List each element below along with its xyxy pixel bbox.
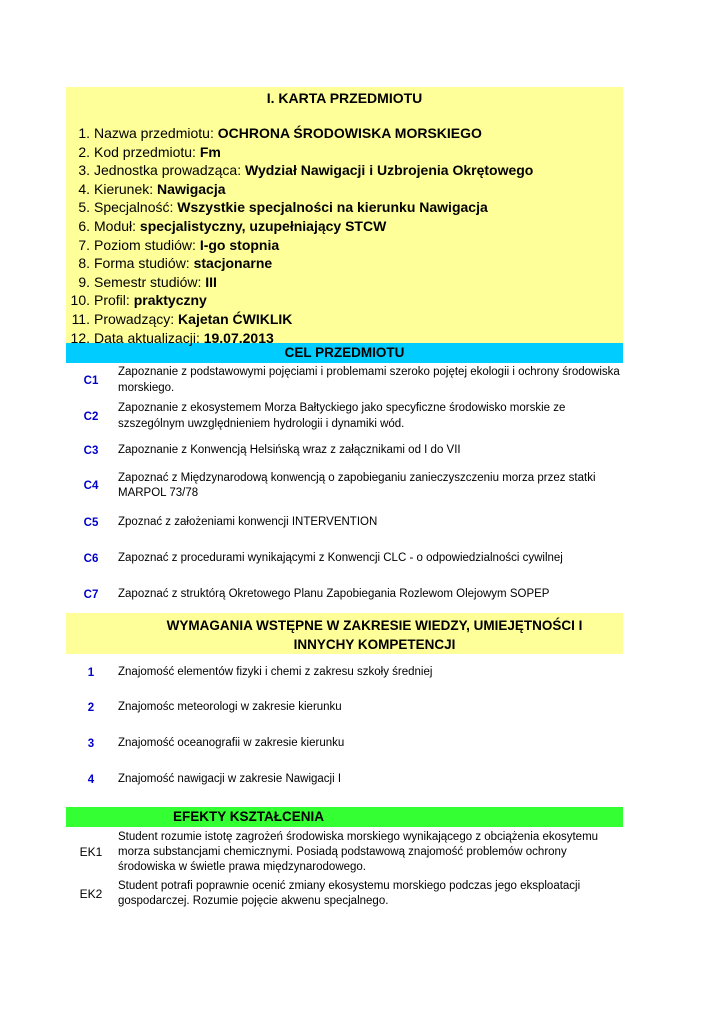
info-item: 10. Profil: praktyczny: [70, 292, 207, 309]
list-item: [66, 435, 623, 467]
item-code: 3: [87, 738, 95, 750]
list-item: [66, 541, 623, 577]
info-item: 5. Specjalność: Wszystkie specjalności na kierunku Nawigacja: [78, 199, 488, 216]
info-item: 9. Semestr studiów: III: [78, 273, 217, 290]
section-title-wymagania: WYMAGANIA WSTĘPNE W ZAKRESIE WIEDZY, UMIEJĘTNOŚCI I INNYCHY KOMPETENCJI: [66, 613, 623, 654]
item-text: Znajomość oceanografii w zakresie kierunku: [118, 737, 345, 750]
item-code: C1: [83, 374, 99, 387]
list-item: [66, 577, 623, 613]
item-code: C6: [83, 553, 99, 565]
item-code: C5: [83, 517, 99, 529]
item-code: C4: [83, 480, 99, 492]
list-item: [66, 655, 623, 690]
item-text: Zapoznanie z podstawowymi pojęciami i problemami szeroko pojętej ekologii i ochrony środowiska morskiego.: [118, 366, 620, 394]
info-item: 4. Kierunek: Nawigacja: [78, 180, 226, 197]
list-item: [66, 690, 623, 726]
info-item: 8. Forma studiów: stacjonarne: [78, 255, 273, 272]
card-title: I. KARTA PRZEDMIOTU: [266, 90, 423, 106]
item-text: Zapoznać z struktórą Okretowego Planu Zapobiegania Rozlewom Olejowym SOPEP: [118, 588, 550, 601]
list-item: [66, 827, 623, 877]
item-code: EK2: [79, 887, 103, 901]
item-text: Znajomośc meteorologi w zakresie kierunku: [118, 701, 342, 714]
course-header: [66, 87, 623, 346]
list-item: [66, 877, 623, 911]
list-item: [66, 505, 623, 541]
item-text: Zapoznać z Międzynarodową konwencją o zapobieganiu zanieczyszczeniu morza przez statki MARPOL 73/78: [118, 471, 596, 499]
item-text: Zpoznać z założeniami konwencji INTERVENTION: [118, 516, 378, 529]
item-text: Student rozumie istotę zagrożeń środowiska morskiego wynikającego z obciążenia ekosytemu morza substancjami chemicznymi. Posiadą podstawową znajomość problemów ochrony środowiska w świetle prawa międzynarodowego.: [118, 830, 599, 873]
item-text: Zapoznanie z ekosystemem Morza Bałtyckiego jako specyficzne środowisko morskie ze szszególnym uwzględnieniem hydrologii i dynamiki wód.: [118, 402, 566, 430]
section-title-cel: CEL PRZEDMIOTU: [66, 343, 623, 363]
item-text: Zapoznanie z Konwencją Helsińską wraz z załącznikami od I do VII: [118, 444, 461, 457]
item-code: 1: [87, 666, 95, 679]
info-item: 11. Prowadzący: Kajetan ĆWIKLIK: [71, 310, 293, 327]
item-text: Student potrafi poprawnie ocenić zmiany ekosystemu morskiego podczas jego eksploatacji gospodarczej. Rozumie pojęcie akwenu specjalnego.: [118, 880, 581, 907]
item-code: C3: [83, 445, 99, 457]
item-code: C7: [83, 589, 99, 601]
item-code: 2: [87, 702, 95, 714]
info-item: 6. Moduł: specjalistyczny, uzupełniający STCW: [78, 217, 387, 234]
item-code: EK1: [79, 845, 103, 859]
course-info-list: [68, 124, 533, 347]
item-code: C2: [83, 410, 99, 423]
info-item: 12. Data aktualizacji: 19.07.2013: [70, 329, 274, 346]
item-text: Znajomość nawigacji w zakresie Nawigacji I: [118, 773, 342, 786]
info-item: 2. Kod przedmiotu: Fm: [78, 143, 221, 160]
section-title-efekty: EFEKTY KSZTAŁCENIA: [66, 807, 623, 827]
info-item: 3. Jednostka prowadząca: Wydział Nawigacji i Uzbrojenia Okrętowego: [78, 162, 534, 179]
info-item: 7. Poziom studiów: I-go stopnia: [78, 236, 280, 253]
info-item: 1. Nazwa przedmiotu: OCHRONA ŚRODOWISKA MORSKIEGO: [78, 125, 482, 141]
list-item: [66, 398, 623, 435]
list-item: [66, 762, 623, 798]
list-item: [66, 726, 623, 762]
course-card: [66, 87, 623, 911]
item-text: Zapoznać z procedurami wynikającymi z Konwencji CLC - o odpowiedzialności cywilnej: [118, 552, 563, 565]
item-text: Znajomość elementów fizyki i chemi z zakresu szkoły średniej: [118, 665, 433, 678]
item-code: 4: [87, 774, 95, 786]
list-item: [66, 363, 623, 398]
list-item: [66, 467, 623, 505]
